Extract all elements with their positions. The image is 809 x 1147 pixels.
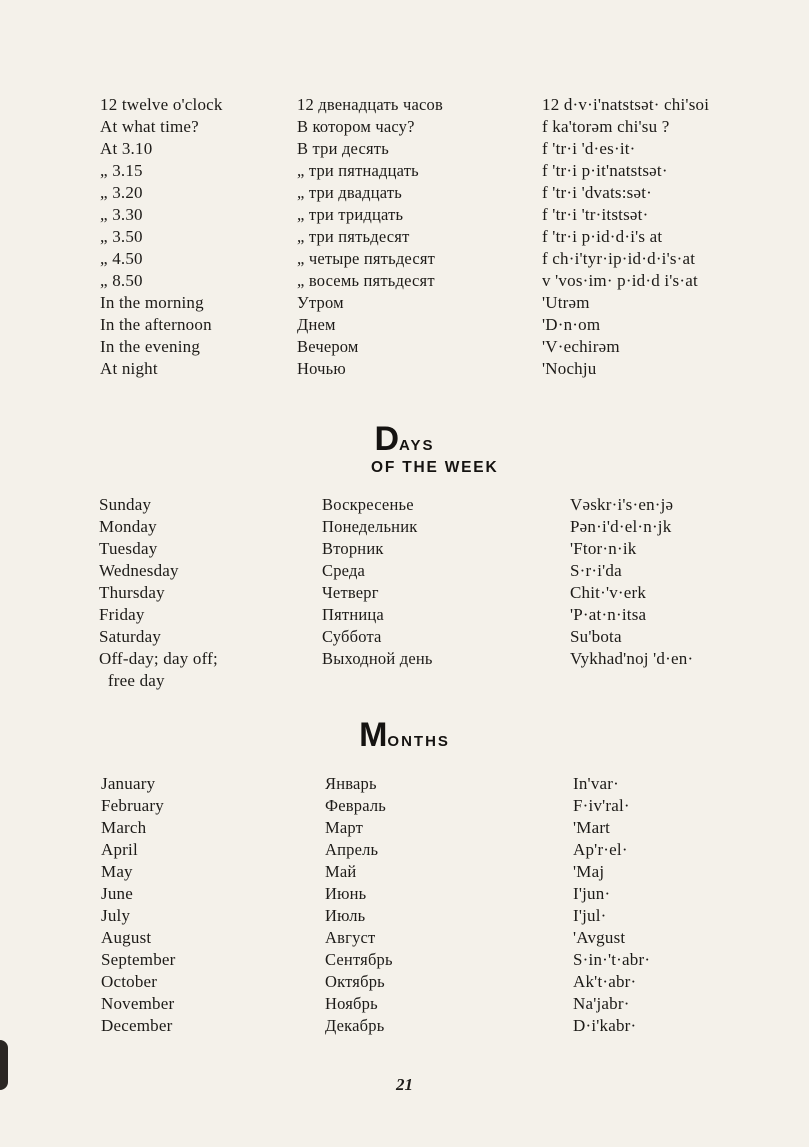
english-term: January bbox=[101, 774, 156, 793]
days-heading bbox=[0, 420, 809, 459]
table-row bbox=[0, 773, 809, 795]
transliteration: I'jul· bbox=[573, 906, 607, 925]
table-row bbox=[0, 1015, 809, 1037]
transliteration: F·iv'ral· bbox=[573, 796, 630, 815]
russian-term: Суббота bbox=[322, 627, 382, 646]
transliteration: 'Maj bbox=[573, 862, 605, 881]
table-row bbox=[0, 538, 809, 560]
english-term: „ 3.15 bbox=[100, 161, 143, 180]
english-term: February bbox=[101, 796, 164, 815]
transliteration: Na'jabr· bbox=[573, 994, 630, 1013]
table-row bbox=[0, 905, 809, 927]
transliteration: f 'tr·i p·id·d·i's at bbox=[542, 227, 663, 246]
transliteration: 'D·n·om bbox=[542, 315, 601, 334]
table-row bbox=[0, 160, 809, 182]
english-term: At night bbox=[100, 359, 158, 378]
russian-term: Выходной день bbox=[322, 649, 433, 668]
english-term: July bbox=[101, 906, 131, 925]
table-row bbox=[0, 604, 809, 626]
english-term: December bbox=[101, 1016, 173, 1035]
table-row bbox=[0, 971, 809, 993]
russian-term: В котором часу? bbox=[297, 117, 415, 136]
transliteration: D·i'kabr· bbox=[573, 1016, 637, 1035]
table-row bbox=[0, 861, 809, 883]
table-row bbox=[0, 582, 809, 604]
table-row bbox=[0, 648, 809, 670]
english-term: „ 3.50 bbox=[100, 227, 143, 246]
table-row bbox=[0, 670, 809, 692]
english-term: „ 4.50 bbox=[100, 249, 143, 268]
russian-term: Январь bbox=[325, 774, 377, 793]
time-table bbox=[0, 94, 809, 380]
transliteration: I'jun· bbox=[573, 884, 611, 903]
english-term: Friday bbox=[99, 605, 145, 624]
table-row bbox=[0, 839, 809, 861]
transliteration: Ak't·abr· bbox=[573, 972, 637, 991]
table-row bbox=[0, 336, 809, 358]
english-term: At 3.10 bbox=[100, 139, 153, 158]
english-term: free day bbox=[99, 671, 165, 690]
transliteration: f 'tr·i 'd·es·it· bbox=[542, 139, 636, 158]
table-row bbox=[0, 795, 809, 817]
table-row bbox=[0, 494, 809, 516]
transliteration: 'P·at·n·itsa bbox=[570, 605, 647, 624]
russian-term: Воскресенье bbox=[322, 495, 414, 514]
table-row bbox=[0, 626, 809, 648]
russian-term: Ноябрь bbox=[325, 994, 378, 1013]
russian-term: Четверг bbox=[322, 583, 379, 602]
russian-term: Вторник bbox=[322, 539, 384, 558]
table-row bbox=[0, 883, 809, 905]
english-term: Off-day; day off; bbox=[99, 649, 218, 668]
english-term: October bbox=[101, 972, 158, 991]
transliteration: 'Utrəm bbox=[542, 293, 590, 312]
russian-term: Февраль bbox=[325, 796, 387, 815]
transliteration: In'var· bbox=[573, 774, 619, 793]
table-row bbox=[0, 116, 809, 138]
table-row bbox=[0, 949, 809, 971]
russian-term: „ восемь пятьдесят bbox=[297, 271, 435, 290]
table-row bbox=[0, 138, 809, 160]
russian-term: „ три пятьдесят bbox=[297, 227, 410, 246]
transliteration: 'V·echirəm bbox=[542, 337, 620, 356]
english-term: Tuesday bbox=[99, 539, 158, 558]
russian-term: Май bbox=[325, 862, 357, 881]
transliteration: 12 d·v·i'natstsət· chi'soi bbox=[542, 95, 710, 114]
english-term: In the morning bbox=[100, 293, 204, 312]
months-heading bbox=[0, 716, 809, 755]
russian-term: Декабрь bbox=[325, 1016, 385, 1035]
russian-term: „ три двадцать bbox=[297, 183, 403, 202]
page-number: 21 bbox=[396, 1075, 413, 1094]
table-row bbox=[0, 292, 809, 314]
russian-term: Август bbox=[325, 928, 376, 947]
russian-term: Сентябрь bbox=[325, 950, 393, 969]
english-term: In the afternoon bbox=[100, 315, 212, 334]
transliteration: f 'tr·i p·it'natstsət· bbox=[542, 161, 668, 180]
binding-shadow bbox=[0, 1040, 8, 1090]
table-row bbox=[0, 516, 809, 538]
months-table bbox=[0, 773, 809, 1037]
table-row bbox=[0, 927, 809, 949]
english-term: Saturday bbox=[99, 627, 162, 646]
transliteration: 'Ftor·n·ik bbox=[570, 539, 637, 558]
russian-term: „ три тридцать bbox=[297, 205, 404, 224]
table-row bbox=[0, 314, 809, 336]
english-term: 12 twelve o'clock bbox=[100, 95, 223, 114]
russian-term: Ночью bbox=[297, 359, 346, 378]
russian-term: „ три пятнадцать bbox=[297, 161, 419, 180]
russian-term: Днем bbox=[297, 315, 336, 334]
english-term: March bbox=[101, 818, 147, 837]
russian-term: Июнь bbox=[325, 884, 367, 903]
english-term: September bbox=[101, 950, 176, 969]
days-table bbox=[0, 494, 809, 692]
table-row bbox=[0, 226, 809, 248]
russian-term: Март bbox=[325, 818, 364, 837]
table-row bbox=[0, 358, 809, 380]
russian-term: Среда bbox=[322, 561, 366, 580]
transliteration: Vykhad'noj 'd·en· bbox=[570, 649, 694, 668]
transliteration: f 'tr·i 'dvats:sət· bbox=[542, 183, 653, 202]
english-term: November bbox=[101, 994, 175, 1013]
table-row bbox=[0, 560, 809, 582]
table-row bbox=[0, 204, 809, 226]
days-heading-initial: D bbox=[374, 420, 400, 458]
english-term: „ 3.30 bbox=[100, 205, 143, 224]
days-subheading: OF THE WEEK bbox=[371, 459, 499, 476]
transliteration: Su'bota bbox=[570, 627, 622, 646]
days-heading-rest: AYS bbox=[399, 437, 435, 454]
table-row bbox=[0, 248, 809, 270]
russian-term: Июль bbox=[325, 906, 366, 925]
transliteration: f ch·i'tyr·ip·id·d·i's·at bbox=[542, 249, 696, 268]
table-row bbox=[0, 182, 809, 204]
russian-term: В три десять bbox=[297, 139, 389, 158]
english-term: May bbox=[101, 862, 133, 881]
russian-term: Октябрь bbox=[325, 972, 385, 991]
transliteration: Ap'r·el· bbox=[573, 840, 628, 859]
english-term: April bbox=[101, 840, 138, 859]
transliteration: S·in·'t·abr· bbox=[573, 950, 651, 969]
english-term: „ 3.20 bbox=[100, 183, 143, 202]
english-term: „ 8.50 bbox=[100, 271, 143, 290]
table-row bbox=[0, 94, 809, 116]
transliteration: 'Nochju bbox=[542, 359, 597, 378]
table-row bbox=[0, 270, 809, 292]
months-heading-rest: ONTHS bbox=[387, 733, 450, 750]
english-term: Sunday bbox=[99, 495, 152, 514]
transliteration: Chit·'v·erk bbox=[570, 583, 647, 602]
english-term: Monday bbox=[99, 517, 157, 536]
russian-term: Пятница bbox=[322, 605, 384, 624]
russian-term: Вечером bbox=[297, 337, 359, 356]
english-term: August bbox=[101, 928, 152, 947]
transliteration: Pən·i'd·el·n·jk bbox=[570, 517, 672, 536]
transliteration: S·r·i'da bbox=[570, 561, 622, 580]
russian-term: „ четыре пятьдесят bbox=[297, 249, 436, 268]
table-row bbox=[0, 817, 809, 839]
transliteration: 'Mart bbox=[573, 818, 611, 837]
russian-term: 12 двенадцать часов bbox=[297, 95, 443, 114]
english-term: Wednesday bbox=[99, 561, 179, 580]
table-row bbox=[0, 993, 809, 1015]
transliteration: 'Avgust bbox=[573, 928, 626, 947]
transliteration: Vəskr·i's·en·jə bbox=[570, 495, 674, 514]
months-heading-initial: M bbox=[359, 716, 388, 754]
english-term: At what time? bbox=[100, 117, 199, 136]
russian-term: Утром bbox=[297, 293, 344, 312]
transliteration: f ka'torəm chi'su ? bbox=[542, 117, 670, 136]
russian-term: Понедельник bbox=[322, 517, 418, 536]
english-term: Thursday bbox=[99, 583, 165, 602]
english-term: June bbox=[101, 884, 133, 903]
english-term: In the evening bbox=[100, 337, 201, 356]
transliteration: v 'vos·im· p·id·d i's·at bbox=[542, 271, 698, 290]
russian-term: Апрель bbox=[325, 840, 379, 859]
transliteration: f 'tr·i 'tr·itstsət· bbox=[542, 205, 649, 224]
